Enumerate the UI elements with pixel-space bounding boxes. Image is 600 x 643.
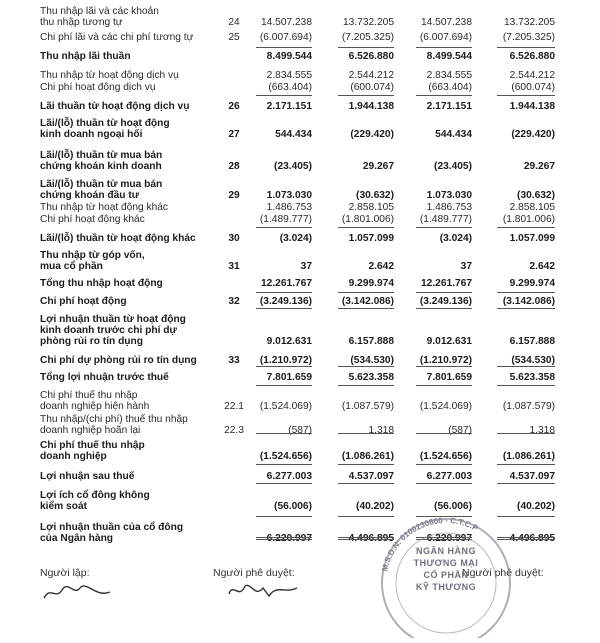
row-label-line: Lãi/(lỗ) thuần từ mua bán [40, 150, 163, 161]
underline-rule [338, 385, 394, 386]
seal-line-4: KỸ THƯƠNG [415, 582, 477, 592]
row-note: 31 [228, 261, 240, 272]
row-value: (1.524.656) [419, 451, 472, 462]
row-value: 6.526.880 [348, 51, 394, 62]
underline-rule [256, 95, 312, 96]
row-value: 1.944.138 [348, 101, 394, 112]
row-label-line: Lợi nhuận sau thuế [40, 471, 135, 482]
seal-line-2: THƯƠNG MẠI [413, 558, 479, 568]
row-value: 2.171.151 [266, 101, 312, 112]
underline-rule [416, 308, 472, 309]
underline-rule [497, 385, 555, 386]
row-value: (600.074) [511, 82, 555, 93]
row-value: (3.142.086) [341, 296, 394, 307]
underline-rule [416, 464, 472, 465]
row-value: (7.205.325) [502, 32, 555, 43]
row-note: 22.3 [224, 425, 244, 436]
underline-rule [497, 292, 555, 293]
row-value: 6.157.888 [509, 336, 555, 347]
row-label-line: Chi phí lãi và các chi phí tương tự [40, 32, 194, 43]
row-value: (1.210.972) [419, 355, 472, 366]
row-note: 30 [228, 233, 240, 244]
row-value: (30.632) [517, 190, 555, 201]
row-value: (3.142.086) [502, 296, 555, 307]
row-label-line: Thu nhập lãi và các khoản [40, 6, 159, 17]
row-label-line: Lợi nhuận thuần từ hoạt động [40, 314, 186, 325]
row-value: (587) [448, 425, 472, 436]
row-value: (30.632) [356, 190, 394, 201]
row-value: 1.057.099 [348, 233, 394, 244]
row-label-line: Lãi/(lỗ) thuần từ hoạt động khác [40, 233, 196, 244]
row-label-line: Chi phí thuế thu nhập [40, 390, 138, 401]
row-value: (1.524.069) [419, 401, 472, 412]
row-value: 1.944.138 [509, 101, 555, 112]
underline-rule [416, 227, 472, 228]
row-value: 13.732.205 [504, 17, 555, 28]
underline-rule [497, 366, 555, 367]
row-label-line: Lãi thuần từ hoạt động dịch vụ [40, 101, 190, 112]
row-label-line: thu nhập tương tự [40, 17, 123, 28]
underline-rule [416, 95, 472, 96]
row-value: 4.496.895 [348, 533, 394, 544]
seal-line-1: NGÂN HÀNG [416, 546, 476, 556]
row-value: 1.318 [368, 425, 394, 436]
row-label-line: Lãi/(lỗ) thuần từ mua bán [40, 179, 163, 190]
row-value: 2.858.105 [509, 202, 555, 213]
row-value: 544.434 [435, 129, 472, 140]
row-value: 1.073.030 [426, 190, 472, 201]
row-label-line: Tổng lợi nhuận trước thuế [40, 372, 169, 383]
row-value: 29.267 [523, 161, 555, 172]
row-label [40, 179, 222, 201]
row-note: 24 [228, 17, 240, 28]
row-value: 37 [300, 261, 312, 272]
row-value: (587) [288, 425, 312, 436]
row-label [40, 214, 222, 225]
row-note: 29 [228, 190, 240, 201]
row-value: (40.202) [356, 501, 394, 512]
row-value: (229.420) [511, 129, 555, 140]
row-label-line: Thu nhập lãi thuần [40, 51, 131, 62]
row-label-line: kinh doanh trước chi phí dự [40, 325, 177, 336]
seal-line-3: CỔ PHẦN [423, 570, 469, 580]
row-label-line: kiểm soát [40, 501, 87, 512]
underline-rule [338, 47, 394, 48]
row-value: 6.220.997 [266, 533, 312, 544]
row-value: (1.087.579) [341, 401, 394, 412]
row-value: 1.073.030 [266, 190, 312, 201]
row-value: 4.496.895 [509, 533, 555, 544]
row-label-line: Tổng thu nhập hoạt động [40, 278, 163, 289]
row-label-line: Thu nhập từ hoạt động dịch vụ [40, 70, 179, 81]
row-value: (1.489.777) [259, 214, 312, 225]
underline-rule [338, 227, 394, 228]
row-label [40, 372, 222, 383]
underline-rule [256, 516, 312, 517]
row-value: 8.499.544 [266, 51, 312, 62]
row-label-line: Chi phí hoạt động dịch vụ [40, 82, 156, 93]
row-label [40, 314, 222, 347]
row-value: 14.507.238 [421, 17, 472, 28]
row-label-line: Thu nhập/(chi phí) thuế thu nhập [40, 414, 188, 425]
row-value: (3.024) [439, 233, 472, 244]
underline-rule [497, 47, 555, 48]
row-note: 32 [228, 296, 240, 307]
row-value: 6.277.003 [266, 471, 312, 482]
row-label [40, 6, 222, 28]
row-label [40, 522, 222, 544]
row-value: 2.544.212 [509, 70, 555, 81]
row-value: 2.642 [368, 261, 394, 272]
underline-rule [256, 292, 312, 293]
underline-rule [256, 483, 312, 484]
row-value: 2.858.105 [348, 202, 394, 213]
row-value: (1.086.261) [341, 451, 394, 462]
row-value: (3.249.136) [259, 296, 312, 307]
row-label [40, 278, 222, 289]
row-label [40, 118, 222, 140]
underline-rule [416, 366, 472, 367]
row-value: 5.623.358 [509, 372, 555, 383]
row-value: 6.157.888 [348, 336, 394, 347]
underline-rule [256, 385, 312, 386]
row-label [40, 296, 222, 307]
row-value: (229.420) [350, 129, 394, 140]
row-value: 1.318 [529, 425, 555, 436]
row-value: 2.834.555 [426, 70, 472, 81]
row-value: (1.489.777) [419, 214, 472, 225]
row-value: (663.404) [428, 82, 472, 93]
preparer-signature [40, 582, 130, 602]
row-label [40, 414, 222, 436]
row-value: (3.024) [279, 233, 312, 244]
row-label-line: Lợi ích cổ đông không [40, 490, 150, 501]
row-label [40, 390, 222, 412]
row-value: 1.486.753 [266, 202, 312, 213]
underline-rule [416, 483, 472, 484]
underline-rule [416, 47, 472, 48]
underline-rule [497, 308, 555, 309]
underline-rule [338, 292, 394, 293]
row-value: 2.544.212 [348, 70, 394, 81]
row-value: (1.801.006) [502, 214, 555, 225]
row-value: (7.205.325) [341, 32, 394, 43]
row-value: (1.524.656) [259, 451, 312, 462]
row-value: 2.642 [529, 261, 555, 272]
row-note: 27 [228, 129, 240, 140]
row-value: 13.732.205 [343, 17, 394, 28]
row-label-line: Lợi nhuận thuần của cổ đông [40, 522, 184, 533]
row-label-line: kinh doanh ngoại hối [40, 129, 143, 140]
row-value: (23.405) [434, 161, 472, 172]
row-value: (1.087.579) [502, 401, 555, 412]
row-value: 14.507.238 [261, 17, 312, 28]
row-label [40, 250, 222, 272]
underline-rule [256, 539, 312, 540]
underline-rule [338, 308, 394, 309]
row-label [40, 51, 222, 62]
row-note: 26 [228, 101, 240, 112]
underline-rule [497, 433, 555, 434]
underline-rule [256, 227, 312, 228]
row-value: (534.530) [511, 355, 555, 366]
underline-rule [256, 308, 312, 309]
underline-rule [256, 537, 312, 538]
row-value: 12.261.767 [421, 278, 472, 289]
row-value: 9.299.974 [348, 278, 394, 289]
row-label [40, 440, 222, 462]
row-value: 5.623.358 [348, 372, 394, 383]
row-label-line: chứng khoán đầu tư [40, 190, 140, 201]
underline-rule [497, 227, 555, 228]
row-label-line: doanh nghiệp [40, 451, 107, 462]
row-value: 6.526.880 [509, 51, 555, 62]
underline-rule [497, 483, 555, 484]
row-value: 1.486.753 [426, 202, 472, 213]
underline-rule [256, 433, 312, 434]
underline-rule [497, 95, 555, 96]
row-label-line: doanh nghiệp hiện hành [40, 401, 150, 412]
row-value: 4.537.097 [509, 471, 555, 482]
row-value: 2.171.151 [426, 101, 472, 112]
underline-rule [416, 385, 472, 386]
row-label [40, 471, 222, 482]
underline-rule [416, 433, 472, 434]
row-label-line: Lãi/(lỗ) thuần từ hoạt động [40, 118, 170, 129]
row-label-line: Thu nhập từ hoạt động khác [40, 202, 169, 213]
underline-rule [338, 366, 394, 367]
bank-seal-stamp [366, 508, 526, 638]
row-value: (3.249.136) [419, 296, 472, 307]
row-value: (23.405) [274, 161, 312, 172]
row-value: 7.801.659 [426, 372, 472, 383]
row-value: 6.220.997 [426, 533, 472, 544]
row-value: (1.524.069) [259, 401, 312, 412]
row-value: 2.834.555 [266, 70, 312, 81]
row-label-line: doanh nghiệp hoãn lại [40, 425, 141, 436]
row-label [40, 202, 222, 213]
row-value: 37 [460, 261, 472, 272]
seal-ring-text: M.S.D.N: 0100230800 - C.T.C.P [380, 515, 480, 573]
underline-rule [256, 366, 312, 367]
row-label-line: Chi phí dự phòng rủi ro tín dụng [40, 355, 197, 366]
row-value: (1.801.006) [341, 214, 394, 225]
row-value: (1.210.972) [259, 355, 312, 366]
row-label-line: chứng khoán kinh doanh [40, 161, 162, 172]
row-value: (40.202) [517, 501, 555, 512]
row-label [40, 233, 222, 244]
underline-rule [256, 47, 312, 48]
row-value: (663.404) [268, 82, 312, 93]
row-value: (1.086.261) [502, 451, 555, 462]
row-value: 29.267 [362, 161, 394, 172]
row-value: 7.801.659 [266, 372, 312, 383]
row-label-line: mua cổ phần [40, 261, 103, 272]
row-note: 22.1 [224, 401, 244, 412]
row-label-line: Chi phí thuế thu nhập [40, 440, 145, 451]
row-value: 4.537.097 [348, 471, 394, 482]
row-value: 8.499.544 [426, 51, 472, 62]
row-label-line: Chi phí hoạt động khác [40, 214, 145, 225]
row-value: 544.434 [275, 129, 312, 140]
approver-signature [225, 580, 315, 600]
row-note: 25 [228, 32, 240, 43]
row-label-line: Chi phí hoạt động [40, 296, 127, 307]
underline-rule [416, 292, 472, 293]
row-value: 6.277.003 [426, 471, 472, 482]
row-label [40, 32, 222, 43]
row-value: (6.007.694) [259, 32, 312, 43]
underline-rule [338, 483, 394, 484]
underline-rule [338, 464, 394, 465]
underline-rule [256, 464, 312, 465]
row-value: (56.006) [274, 501, 312, 512]
row-label [40, 355, 222, 366]
underline-rule [338, 433, 394, 434]
row-value: 9.012.631 [426, 336, 472, 347]
row-label-line: của Ngân hàng [40, 533, 114, 544]
row-note: 28 [228, 161, 240, 172]
approver-label: Người phê duyệt: [213, 567, 295, 579]
row-label [40, 150, 222, 172]
row-label-line: phòng rủi ro tín dụng [40, 336, 143, 347]
approver2-label: Người phê duyệt: [462, 567, 544, 579]
preparer-label: Người lập: [40, 567, 90, 579]
row-label [40, 82, 222, 93]
underline-rule [497, 464, 555, 465]
row-value: (600.074) [350, 82, 394, 93]
row-value: 9.299.974 [509, 278, 555, 289]
row-value: 1.057.099 [509, 233, 555, 244]
row-value: 12.261.767 [261, 278, 312, 289]
row-value: (6.007.694) [419, 32, 472, 43]
row-label [40, 70, 222, 81]
row-value: (56.006) [434, 501, 472, 512]
row-value: 9.012.631 [266, 336, 312, 347]
row-label [40, 490, 222, 512]
row-label [40, 101, 222, 112]
row-note: 33 [228, 355, 240, 366]
row-label-line: Thu nhập từ góp vốn, [40, 250, 145, 261]
row-value: (534.530) [350, 355, 394, 366]
underline-rule [338, 95, 394, 96]
